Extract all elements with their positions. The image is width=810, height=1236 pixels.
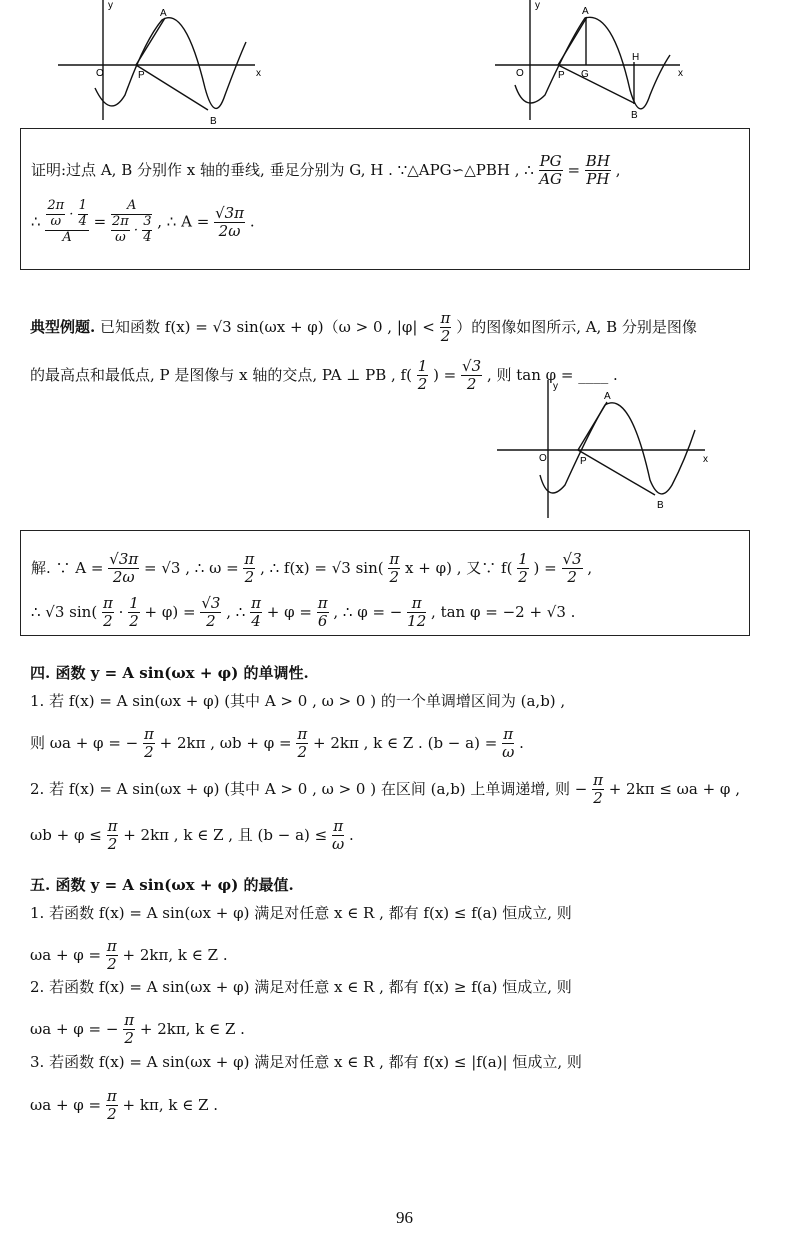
example-line-1: 典型例题. 已知函数 f(x) = √3 sin(ωx + φ)（ω > 0 , |φ| < $\frac{\pi}{2}$ ）的图像如图所示, A, B 分别是图像 [30, 309, 697, 346]
page-number: 96 [396, 1208, 413, 1227]
label-b: B [210, 116, 217, 127]
label-y: y [108, 0, 113, 11]
section4-item2-line2: ωb + φ ≤ $\frac{\pi}{2}$ + 2kπ , k ∈ Z , 且 (b − a) ≤ $\frac{\pi}{\omega}$ . [30, 817, 354, 854]
label-o: O [539, 453, 547, 464]
section5-item2-line2: ωa + φ = − $\frac{\pi}{2}$ + 2kπ, k ∈ Z . [30, 1011, 245, 1048]
label-o: O [516, 68, 524, 79]
label-a: A [604, 391, 611, 402]
label-b: B [657, 500, 664, 511]
sine-curve [540, 403, 695, 494]
example-line-2: 的最高点和最低点, P 是图像与 x 轴的交点, PA ⊥ PB , f( $\frac{1}{2}$ ) = $\frac{√3}{2}$ , 则 tan φ = ____ . [30, 357, 618, 394]
label-x: x [256, 68, 261, 79]
section5-item1-line1: 1. 若函数 f(x) = A sin(ωx + φ) 满足对任意 x ∈ R , 都有 f(x) ≤ f(a) 恒成立, 则 [30, 904, 572, 922]
label-a: A [582, 6, 589, 17]
solution-line-1: 解. ∵ A = $\frac{√3\pi}{2\omega}$ = √3 , ∴ ω = $\frac{\pi}{2}$ , ∴ f(x) = √3 sin( $\frac{\pi}{2}$ x + φ) , 又∵ f( $\frac{1}{2}$ ) = $\frac{√3}{2}$ , [31, 550, 593, 587]
section5-item1-line2: ωa + φ = $\frac{\pi}{2}$ + 2kπ, k ∈ Z . [30, 937, 228, 974]
label-y: y [553, 381, 558, 392]
label-y: y [535, 0, 540, 11]
label-x: x [703, 454, 708, 465]
label-p: P [138, 70, 145, 81]
solution-line-2: ∴ √3 sin( $\frac{\pi}{2}$ · $\frac{1}{2}$ + φ) = $\frac{√3}{2}$ , ∴ $\frac{\pi}{4}$ + φ = $\frac{\pi}{6}$ , ∴ φ = − $\frac{\pi}{12}$ , tan φ = −2 + √3 . [31, 594, 576, 631]
label-p: P [558, 70, 565, 81]
section4-title: 四. 函数 y = A sin(ωx + φ) 的单调性. [30, 664, 309, 682]
proof-line-1: 证明:过点 A, B 分别作 x 轴的垂线, 垂足分别为 G, H . ∵△APG∽△PBH , ∴ $\frac{PG}{AG}$ = $\frac{BH}{PH}$ , [31, 152, 621, 189]
label-x: x [678, 68, 683, 79]
segment-pb [578, 450, 655, 495]
section4-item1-line1: 1. 若 f(x) = A sin(ωx + φ) (其中 A > 0 , ω > 0 ) 的一个单调增区间为 (a,b) , [30, 692, 566, 710]
solution-box [20, 530, 750, 636]
segment-pa [578, 402, 607, 450]
label-b: B [631, 110, 638, 121]
label-a: A [160, 8, 167, 19]
label-o: O [96, 68, 104, 79]
section5-item2-line1: 2. 若函数 f(x) = A sin(ωx + φ) 满足对任意 x ∈ R , 都有 f(x) ≥ f(a) 恒成立, 则 [30, 978, 572, 996]
label-g: G [581, 69, 589, 80]
section5-item3-line2: ωa + φ = $\frac{\pi}{2}$ + kπ, k ∈ Z . [30, 1087, 219, 1124]
section4-item1-line2: 则 ωa + φ = − $\frac{\pi}{2}$ + 2kπ , ωb + φ = $\frac{\pi}{2}$ + 2kπ , k ∈ Z . (b − a) = $\frac{\pi}{\omega}$ . [30, 725, 524, 762]
proof-line-2: ∴ $\frac{2\pi}{\omega}$ · $\frac{1}{4}$ A = A $\frac{2\pi}{\omega}$ · $\frac{3}{4}$ , ∴ A = $\frac{√3\pi}{2\omega}$ . [31, 198, 255, 245]
section4-item2-line1: 2. 若 f(x) = A sin(ωx + φ) (其中 A > 0 , ω > 0 ) 在区间 (a,b) 上单调递增, 则 − $\frac{\pi}{2}$ + 2kπ ≤ ωa + φ , [30, 771, 740, 808]
label-p: P [580, 456, 587, 467]
section5-item3-line1: 3. 若函数 f(x) = A sin(ωx + φ) 满足对任意 x ∈ R , 都有 f(x) ≤ |f(a)| 恒成立, 则 [30, 1053, 582, 1071]
section5-title: 五. 函数 y = A sin(ωx + φ) 的最值. [30, 876, 294, 894]
label-h: H [632, 52, 640, 63]
